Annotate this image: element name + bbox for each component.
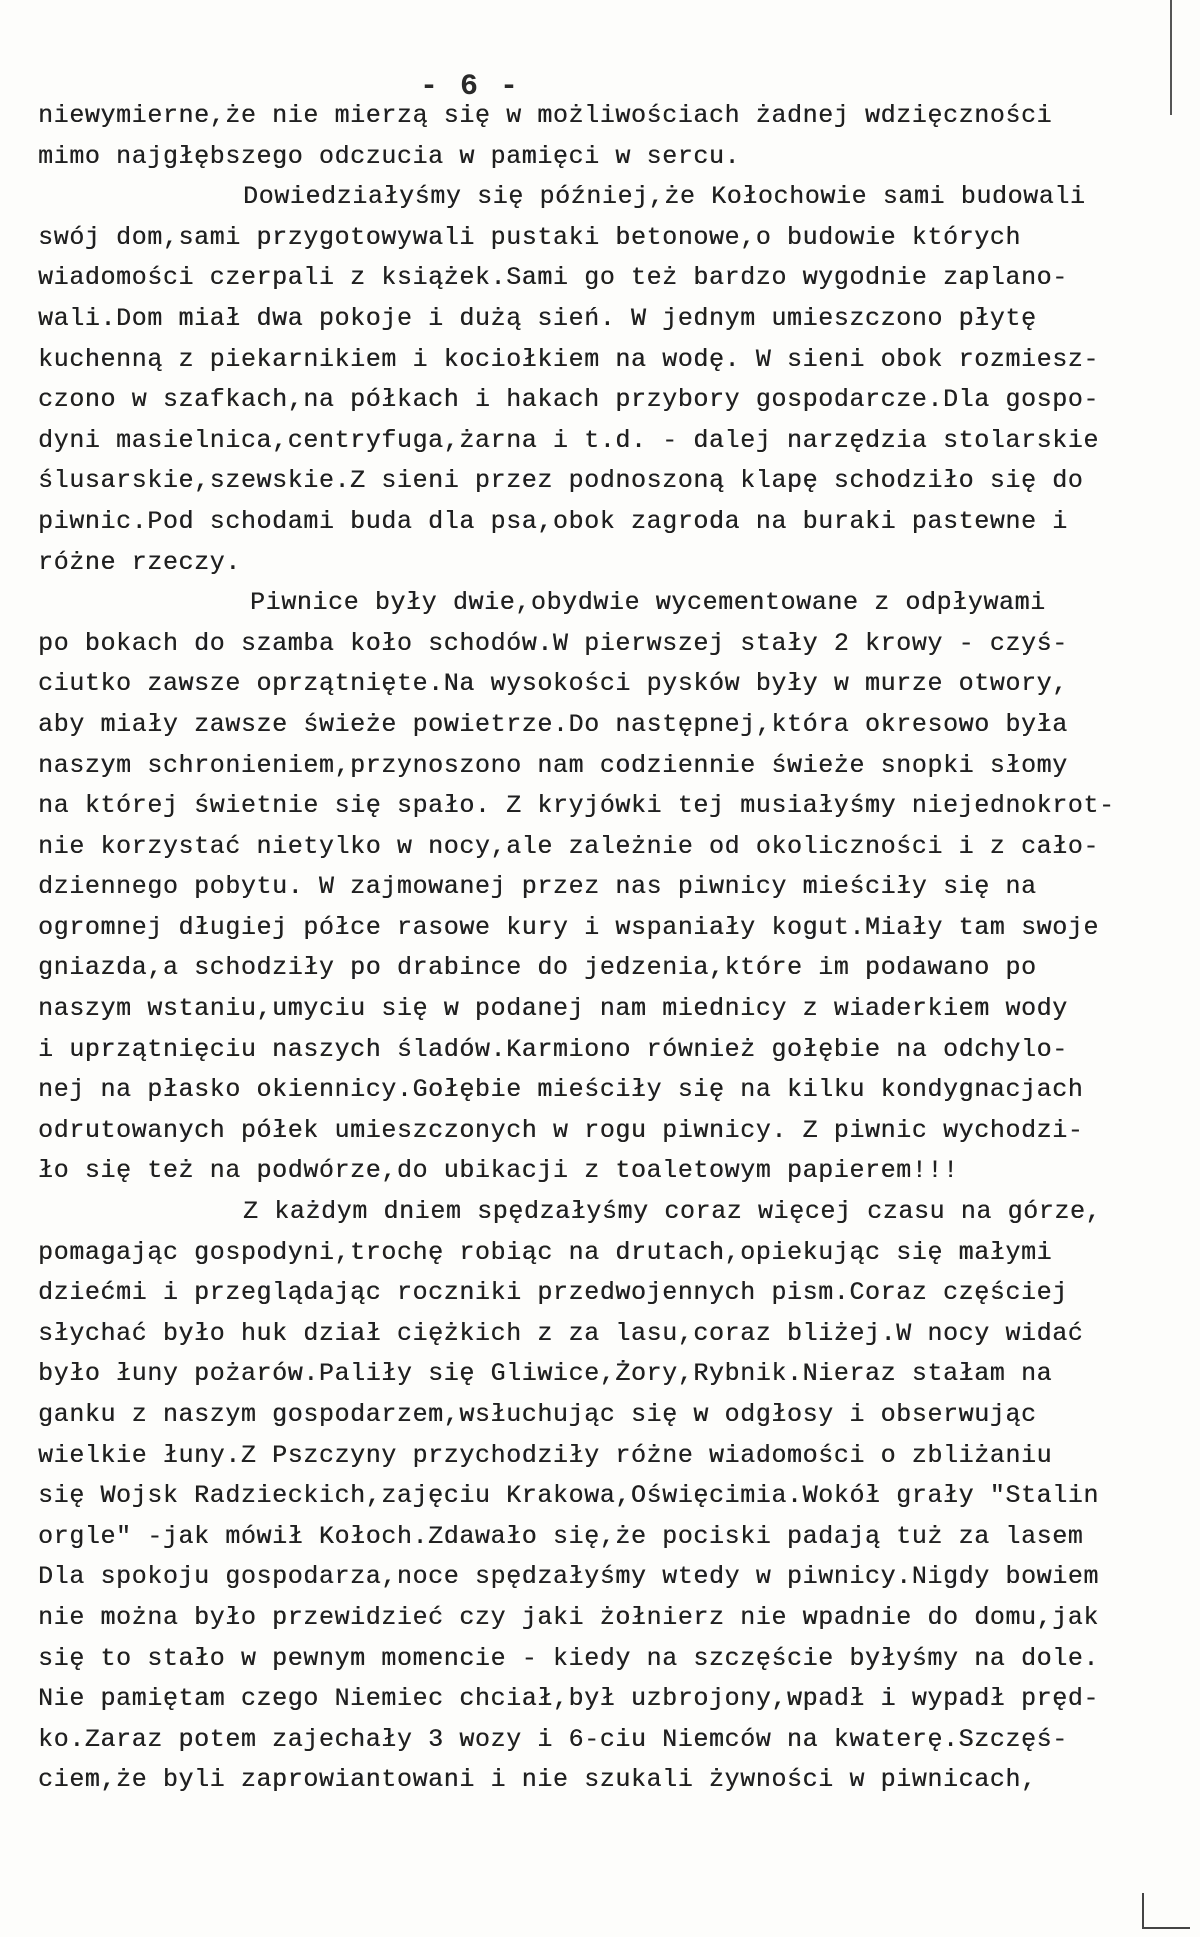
text-line: mimo najgłębszego odczucia w pamięci w sercu. [38,141,741,171]
text-line: Piwnice były dwie,obydwie wycementowane z odpływami [250,588,1046,618]
text-line: ko.Zaraz potem zajechały 3 wozy i 6-ciu Niemców na kwaterę.Szczęś- [38,1724,1068,1754]
scan-corner-mark [1142,1893,1190,1929]
text-line: aby miały zawsze świeże powietrze.Do następnej,która okresowo była [38,709,1068,739]
text-line: się Wojsk Radzieckich,zajęciu Krakowa,Oświęcimia.Wokół grały "Stalin [38,1481,1099,1511]
text-line: nie można było przewidzieć czy jaki żołnierz nie wpadnie do domu,jak [38,1602,1099,1632]
text-line: dziećmi i przeglądając roczniki przedwojennych pism.Coraz częściej [38,1278,1068,1308]
text-line: piwnic.Pod schodami buda dla psa,obok zagroda na buraki pastewne i [38,506,1068,536]
text-line: ślusarskie,szewskie.Z sieni przez podnoszoną klapę schodziło się do [38,466,1084,496]
text-line: ganku z naszym gospodarzem,wsłuchując się w odgłosy i obserwując [38,1400,1037,1429]
text-line: dyni masielnica,centryfuga,żarna i t.d. - dalej narzędzia stolarskie [38,425,1099,455]
text-line: i uprzątnięciu naszych śladów.Karmiono również gołębie na odchylo- [38,1034,1068,1064]
page-number: - 6 - [420,70,521,104]
text-line: czono w szafkach,na półkach i hakach przybory gospodarcze.Dla gospo- [38,385,1099,415]
text-line: wielkie łuny.Z Pszczyny przychodziły różne wiadomości o zbliżaniu [38,1440,1053,1470]
text-line: nie korzystać nietylko w nocy,ale zależnie od okoliczności i z cało- [38,831,1099,861]
text-line: niewymierne,że nie mierzą się w możliwościach żadnej wdzięczności [38,101,1053,130]
text-line: ło się też na podwórze,do ubikacji z toaletowym papierem!!! [38,1156,959,1186]
text-line: po bokach do szamba koło schodów.W pierwszej stały 2 krowy - czyś- [38,628,1068,658]
text-line: nej na płasko okiennicy.Gołębie mieściły się na kilku kondygnacjach [38,1075,1084,1105]
text-line: ciem,że byli zaprowiantowani i nie szukali żywności w piwnicach, [38,1765,1037,1795]
text-line: Dla spokoju gospodarza,noce spędzałyśmy wtedy w piwnicy.Nigdy bowiem [38,1562,1099,1592]
text-line: naszym schronieniem,przynoszono nam codziennie świeże snopki słomy [38,750,1068,780]
text-line: pomagając gospodyni,trochę robiąc na drutach,opiekując się małymi [38,1237,1053,1267]
text-line: się to stało w pewnym momencie - kiedy na szczęście byłyśmy na dole. [38,1643,1099,1673]
text-line: gniazda,a schodziły po drabince do jedzenia,które im podawano po [38,953,1037,983]
text-line: dziennego pobytu. W zajmowanej przez nas piwnicy mieściły się na [38,872,1037,902]
text-line: naszym wstaniu,umyciu się w podanej nam miednicy z wiaderkiem wody [38,994,1068,1024]
text-line: kuchenną z piekarnikiem i kociołkiem na wodę. W sieni obok rozmiesz- [38,344,1099,374]
text-line: Dowiedziałyśmy się później,że Kołochowie sami budowali [243,182,1086,212]
text-line: odrutowanych półek umieszczonych w rogu piwnicy. Z piwnic wychodzi- [38,1115,1084,1145]
text-line: Z każdym dniem spędzałyśmy coraz więcej czasu na górze, [243,1197,1102,1227]
text-line: wiadomości czerpali z książek.Sami go też bardzo wygodnie zaplano- [38,263,1068,293]
text-line: ogromnej długiej półce rasowe kury i wspaniały kogut.Miały tam swoje [38,912,1099,942]
text-line: słychać było huk dział ciężkich z za lasu,coraz bliżej.W nocy widać [38,1318,1084,1348]
text-line: ciutko zawsze oprzątnięte.Na wysokości pysków były w murze otwory, [38,669,1068,699]
text-line: swój dom,sami przygotowywali pustaki betonowe,o budowie których [38,222,1021,252]
body-text [38,96,1188,1801]
text-line: orgle" -jak mówił Kołoch.Zdawało się,że pociski padają tuż za lasem [38,1521,1084,1551]
text-line: Nie pamiętam czego Niemiec chciał,był uzbrojony,wpadł i wypadł pręd- [38,1684,1099,1714]
text-line: na której świetnie się spało. Z kryjówki tej musiałyśmy niejednokrot- [38,791,1115,821]
text-line: wali.Dom miał dwa pokoje i dużą sień. W jednym umieszczono płytę [38,303,1037,333]
text-line: było łuny pożarów.Paliły się Gliwice,Żory,Rybnik.Nieraz stałam na [38,1359,1053,1389]
text-line: różne rzeczy. [38,547,241,577]
